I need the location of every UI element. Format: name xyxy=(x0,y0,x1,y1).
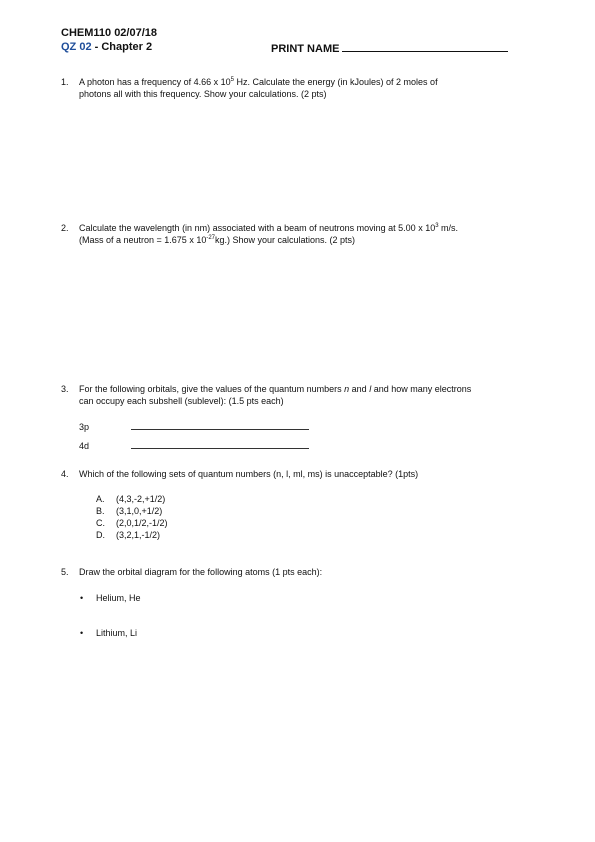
question-1-line-2: photons all with this frequency. Show your calculations. (2 pts) xyxy=(79,88,327,99)
option-d[interactable] xyxy=(96,530,160,541)
print-name-label: PRINT NAME xyxy=(271,43,340,55)
quiz-chapter: - Chapter 2 xyxy=(91,41,153,53)
option-value: (3,2,1,-1/2) xyxy=(116,530,161,540)
question-3-line-2: can occupy each subshell (sublevel): (1.5 pts each) xyxy=(79,395,284,406)
question-4-text: Which of the following sets of quantum numbers (n, l, ml, ms) is unacceptable? (1pts) xyxy=(79,469,419,479)
option-letter: A. xyxy=(96,494,105,504)
question-number: 1. xyxy=(61,77,69,87)
question-1 xyxy=(61,77,531,100)
question-4 xyxy=(61,469,531,481)
bullet-icon: • xyxy=(80,593,84,603)
question-1-line-1: A photon has a frequency of 4.66 x $10^5$ Hz. Calculate the energy (in kJoules) of 2 moles of xyxy=(79,77,438,87)
bullet-item-helium xyxy=(80,593,141,604)
option-c[interactable] xyxy=(96,518,168,529)
orbital-label: 3p xyxy=(79,422,90,432)
answer-blank[interactable] xyxy=(131,420,309,430)
orbital-label: 4d xyxy=(79,441,90,451)
option-value: (3,1,0,+1/2) xyxy=(116,506,163,516)
question-number: 4. xyxy=(61,469,69,479)
question-5-text: Draw the orbital diagram for the following atoms (1 pts each): xyxy=(79,567,323,577)
question-3-line-1: For the following orbitals, give the values of the quantum numbers n and l and how many electrons xyxy=(79,384,472,394)
question-5 xyxy=(61,567,531,579)
option-value: (2,0,1/2,-1/2) xyxy=(116,518,168,528)
atom-label: Lithium, Li xyxy=(96,628,138,638)
question-number: 3. xyxy=(61,384,69,394)
question-2 xyxy=(61,223,531,246)
option-letter: D. xyxy=(96,530,105,540)
print-name-row xyxy=(271,41,508,56)
print-name-field[interactable] xyxy=(342,41,508,52)
option-b[interactable] xyxy=(96,506,162,517)
quiz-code: QZ 02 xyxy=(61,41,92,53)
question-3 xyxy=(61,384,531,407)
atom-label: Helium, He xyxy=(96,593,141,603)
course-header: CHEM110 02/07/18 xyxy=(61,27,158,39)
bullet-icon: • xyxy=(80,628,84,638)
option-letter: B. xyxy=(96,506,105,516)
quiz-title xyxy=(61,41,152,54)
question-number: 2. xyxy=(61,223,69,233)
answer-blank[interactable] xyxy=(131,439,309,449)
question-2-line-1: Calculate the wavelength (in nm) associated with a beam of neutrons moving at 5.00 x $10^3$ m/s. xyxy=(79,223,459,233)
orbital-row-4d xyxy=(79,439,309,452)
bullet-item-lithium xyxy=(80,628,137,639)
orbital-row-3p xyxy=(79,420,309,433)
question-2-line-2: (Mass of a neutron = 1.675 x $10^{-27}kg$.) Show your calculations. (2 pts) xyxy=(79,234,356,245)
option-value: (4,3,-2,+1/2) xyxy=(116,494,166,504)
question-number: 5. xyxy=(61,567,69,577)
option-a[interactable] xyxy=(96,494,165,505)
option-letter: C. xyxy=(96,518,105,528)
